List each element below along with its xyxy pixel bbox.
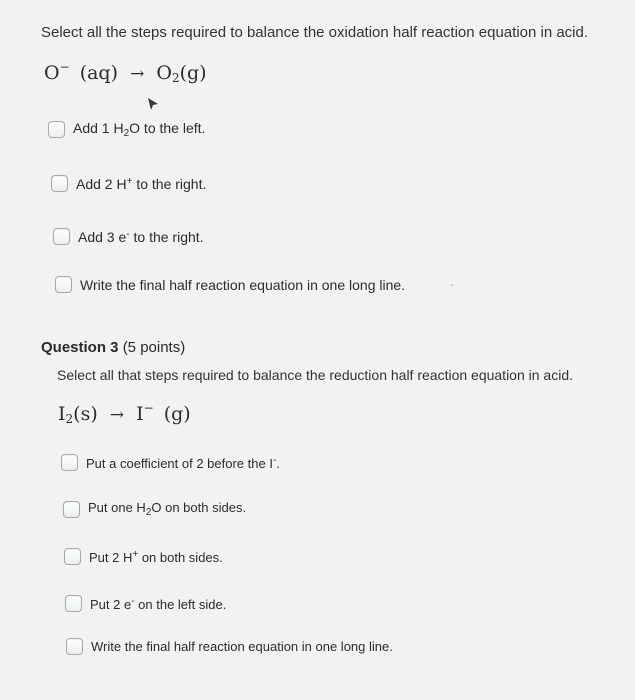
option-label: Put a coefficient of 2 before the I-. [86, 454, 280, 471]
checkbox[interactable] [48, 121, 65, 138]
q3-option-1[interactable] [61, 454, 280, 471]
option-label: Add 3 e- to the right. [78, 228, 204, 245]
checkbox[interactable] [64, 548, 81, 565]
mouse-pointer-icon [146, 97, 160, 111]
q3-option-2[interactable] [63, 500, 246, 518]
checkbox[interactable] [55, 276, 72, 293]
q2-prompt: Select all the steps required to balance the oxidation half reaction equation in acid. [41, 24, 589, 41]
q3-option-5[interactable] [66, 638, 393, 655]
q3-equation: $I_2(s) \to I^-$ (g) [58, 401, 191, 426]
q3-prompt: Select all that steps required to balance the reduction half reaction equation in acid. [57, 367, 573, 383]
stray-dot [451, 284, 453, 286]
checkbox[interactable] [63, 501, 80, 518]
option-label: Put one $H_2O$ on both sides. [88, 500, 247, 518]
checkbox[interactable] [53, 228, 70, 245]
q2-option-3[interactable] [53, 228, 204, 245]
checkbox[interactable] [66, 638, 83, 655]
q3-option-3[interactable] [64, 548, 223, 565]
option-label: Put 2 H+ on both sides. [89, 548, 223, 565]
q2-option-1[interactable] [48, 120, 205, 139]
question-3-heading: Question 3 (5 points) [41, 339, 186, 356]
q2-option-2[interactable] [51, 175, 206, 192]
checkbox[interactable] [51, 175, 68, 192]
option-label: Write the final half reaction equation in one long line. [91, 639, 393, 654]
q2-option-4[interactable] [55, 276, 405, 293]
option-label: Add 2 H+ to the right. [76, 175, 207, 192]
checkbox[interactable] [65, 595, 82, 612]
checkbox[interactable] [61, 454, 78, 471]
option-label: Add 1 $H_2O$ to the left. [73, 120, 206, 139]
q3-option-4[interactable] [65, 595, 226, 612]
option-label: Write the final half reaction equation in one long line. [80, 276, 406, 293]
q2-equation: O− $(aq) \to O_2(g)$ [44, 60, 207, 85]
option-label: Put 2 e- on the left side. [90, 595, 227, 612]
